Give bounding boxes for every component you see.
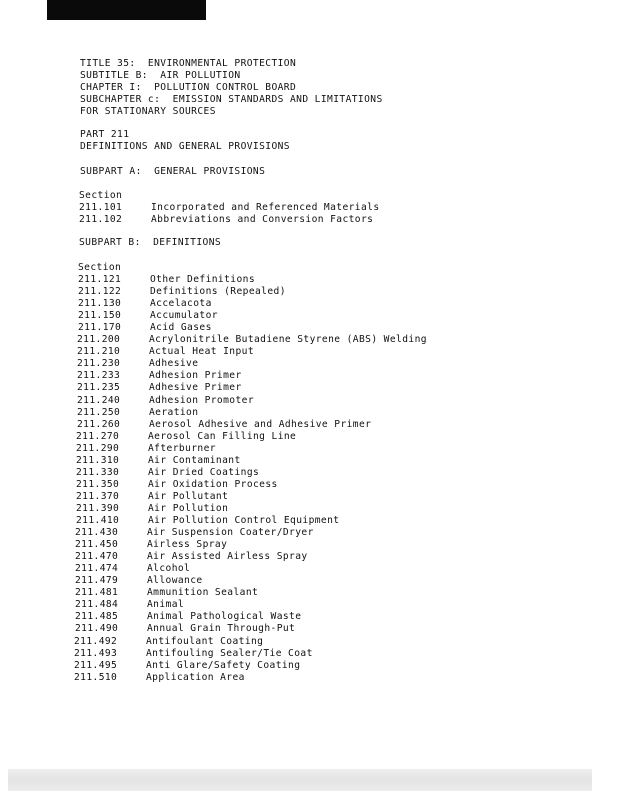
section-title: Other Definitions <box>150 274 255 285</box>
section-number: 211.233 <box>77 370 121 382</box>
subpart-b-heading: SUBPART B: DEFINITIONS <box>79 237 222 248</box>
section-number: 211.350 <box>76 478 120 490</box>
section-number: 211.101 <box>79 202 123 213</box>
section-title: Air Oxidation Process <box>148 478 278 490</box>
section-title: Adhesive Primer <box>149 382 242 394</box>
scan-edge-band <box>8 769 592 791</box>
section-title: Adhesion Primer <box>149 370 242 382</box>
subchapter-continued-line: FOR STATIONARY SOURCES <box>80 106 216 117</box>
section-title: Antifouling Sealer/Tie Coat <box>146 647 313 659</box>
section-title: Airless Spray <box>147 539 228 551</box>
section-number: 211.390 <box>76 502 120 514</box>
section-title: Accumulator <box>150 310 218 322</box>
section-number: 211.102 <box>79 214 123 225</box>
part-number: PART 211 <box>80 129 130 140</box>
section-number: 211.470 <box>75 551 119 563</box>
section-title: Acrylonitrile Butadiene Styrene (ABS) Welding <box>149 334 427 346</box>
section-title: Air Dried Coatings <box>148 466 260 478</box>
section-number: 211.495 <box>74 659 118 671</box>
section-title: Air Assisted Airless Spray <box>147 551 308 563</box>
subpart-a-section-label: Section <box>79 190 123 201</box>
title-line: TITLE 35: ENVIRONMENTAL PROTECTION <box>80 58 297 69</box>
section-title: Air Suspension Coater/Dryer <box>147 527 314 539</box>
section-number: 211.122 <box>78 286 122 298</box>
section-title: Alcohol <box>147 563 191 575</box>
section-number: 211.484 <box>75 599 119 611</box>
section-number: 211.450 <box>75 539 119 551</box>
section-title: Acid Gases <box>150 322 212 334</box>
section-title: Aerosol Can Filling Line <box>148 430 297 442</box>
section-number: 211.130 <box>78 298 122 310</box>
section-title: Aeration <box>149 406 199 418</box>
section-number: 211.210 <box>77 346 121 358</box>
section-title: Afterburner <box>148 442 216 454</box>
section-title: Air Pollution Control Equipment <box>148 515 340 526</box>
part-title: DEFINITIONS AND GENERAL PROVISIONS <box>80 141 290 152</box>
section-title: Annual Grain Through-Put <box>147 623 296 635</box>
section-number: 211.481 <box>75 587 119 599</box>
subchapter-line: SUBCHAPTER c: EMISSION STANDARDS AND LIMITATIONS <box>80 94 383 105</box>
section-number: 211.230 <box>77 358 121 370</box>
section-number: 211.121 <box>78 274 122 285</box>
section-title: Air Pollution <box>148 502 229 514</box>
section-title: Air Pollutant <box>148 490 229 502</box>
subpart-b-section-label: Section <box>78 262 122 273</box>
section-number: 211.240 <box>77 394 121 406</box>
section-number: 211.492 <box>74 635 118 647</box>
section-number: 211.250 <box>77 406 121 418</box>
section-title: Antifoulant Coating <box>146 635 264 647</box>
section-title: Adhesive <box>149 358 199 370</box>
section-title: Animal Pathological Waste <box>147 611 302 623</box>
section-number: 211.235 <box>77 382 121 394</box>
section-number: 211.510 <box>74 671 118 683</box>
section-number: 211.170 <box>78 322 122 334</box>
section-title: Application Area <box>146 671 245 683</box>
section-number: 211.474 <box>75 563 119 575</box>
section-number: 211.410 <box>76 515 120 526</box>
section-number: 211.490 <box>75 623 119 635</box>
section-number: 211.493 <box>74 647 118 659</box>
section-title: Definitions (Repealed) <box>150 286 286 298</box>
section-title: Abbreviations and Conversion Factors <box>151 214 374 225</box>
subpart-a-heading: SUBPART A: GENERAL PROVISIONS <box>80 166 266 177</box>
section-number: 211.370 <box>76 490 120 502</box>
section-title: Accelacota <box>150 298 212 310</box>
subtitle-line: SUBTITLE B: AIR POLLUTION <box>80 70 241 81</box>
section-number: 211.479 <box>75 575 119 587</box>
section-number: 211.430 <box>75 527 119 539</box>
section-title: Air Contaminant <box>148 454 241 466</box>
section-number: 211.150 <box>78 310 122 322</box>
section-number: 211.270 <box>76 430 120 442</box>
section-title: Adhesion Promoter <box>149 394 254 406</box>
section-title: Incorporated and Referenced Materials <box>151 202 380 213</box>
section-title: Anti Glare/Safety Coating <box>146 659 301 671</box>
section-title: Allowance <box>147 575 203 587</box>
section-number: 211.290 <box>76 442 120 454</box>
section-number: 211.260 <box>77 418 121 430</box>
chapter-line: CHAPTER I: POLLUTION CONTROL BOARD <box>80 82 297 93</box>
section-title: Actual Heat Input <box>149 346 254 358</box>
section-title: Animal <box>147 599 185 611</box>
section-number: 211.485 <box>75 611 119 623</box>
section-number: 211.310 <box>76 454 120 466</box>
section-number: 211.200 <box>77 334 121 346</box>
section-number: 211.330 <box>76 466 120 478</box>
section-title: Ammunition Sealant <box>147 587 259 599</box>
section-title: Aerosol Adhesive and Adhesive Primer <box>149 418 372 430</box>
